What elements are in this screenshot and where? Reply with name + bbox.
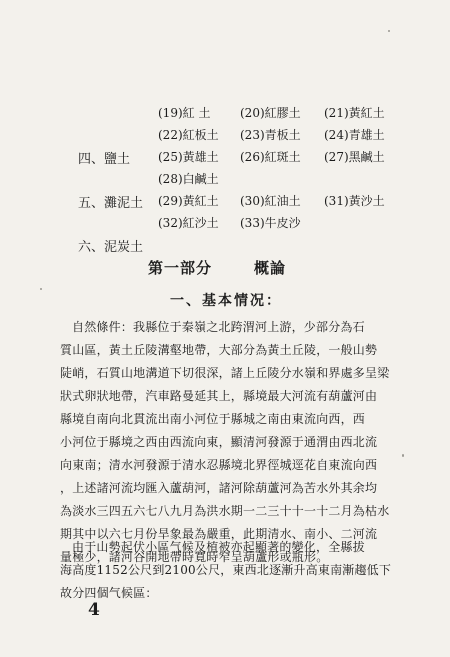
soil-row — [0, 126, 450, 148]
soil-row — [0, 214, 450, 236]
soil-item: (32)紅沙土 — [158, 216, 219, 230]
soil-item: (21)黃紅土 — [324, 106, 385, 120]
soil-category: 六、泥炭土 — [78, 240, 144, 255]
soil-item: (22)紅板土 — [158, 128, 219, 142]
soil-item: (26)紅斑土 — [240, 150, 301, 164]
text-line: 由于山勢起伏小區气候及植被亦起顯著的變化，全縣拔 — [72, 540, 365, 554]
soil-item: (20)紅膠土 — [240, 106, 301, 120]
text-line: 海高度1152公尺到2100公尺，東西北逐漸升高東南漸趨低下 — [60, 563, 392, 577]
soil-item: (29)黃紅土 — [158, 194, 219, 208]
paper-speck — [40, 288, 42, 290]
text-line: 縣境自南向北貫流出南小河位于縣城之南由東流向西，西 — [60, 412, 366, 426]
text-line: ，上述諸河流均匯入蘆葫河，諸河除葫蘆河為苦水外其余均 — [60, 481, 378, 495]
soil-row — [0, 170, 450, 192]
soil-row — [0, 104, 450, 126]
paragraph-natural-conditions — [60, 316, 420, 569]
text-line: 向東南；清水河發源于清水忍縣境北界徑城逕花自東流向西 — [60, 458, 378, 472]
paper-speck — [388, 30, 390, 32]
section-heading — [148, 257, 286, 278]
soil-row — [0, 236, 450, 258]
soil-item: (27)黑鹹土 — [324, 150, 385, 164]
heading-part: 第一部分 — [148, 259, 213, 277]
soil-item: (28)白鹹土 — [158, 172, 219, 186]
text-line: 故分四個气候區： — [60, 586, 158, 600]
subsection-heading: 一、基本情况： — [170, 293, 282, 309]
soil-row — [0, 192, 450, 214]
soil-item: (23)青板土 — [240, 128, 301, 142]
soil-item: (19)紅 土 — [158, 106, 211, 120]
soil-item: (31)黃沙土 — [324, 194, 385, 208]
text-line: 小河位于縣境之西由西流向東，顯清河發源于通渭由西北流 — [60, 435, 378, 449]
text-line: 陡峭，石質山地溝道下切很深，諸上丘陵分水嶺和界處多呈梁 — [60, 366, 390, 380]
text-line: 期其中以六七月份旱象最為嚴重，此期清水、南小、二河流 — [60, 527, 378, 541]
soil-item: (24)青雄土 — [324, 128, 385, 142]
soil-category: 四、鹽土 — [78, 152, 131, 167]
soil-row — [0, 148, 450, 170]
text-line: 量極少，諸河谷開地帶時寬時窄呈葫蘆形或瓶形。 — [60, 550, 329, 564]
soil-item: (25)黃雄土 — [158, 150, 219, 164]
soil-category: 五、灘泥土 — [78, 196, 144, 211]
page-number: 4 — [88, 600, 100, 620]
soil-item: (30)紅油土 — [240, 194, 301, 208]
text-line: 為淡水三四五六七八九月為洪水期一二三十十一十二月為枯水 — [60, 504, 390, 518]
text-line: 質山區，黃土丘陵溝壑地帶，大部分為黃土丘陵，一般山勢 — [60, 343, 378, 357]
text-line: 自然條件：我縣位于秦嶺之北跨渭河上游，少部分為石 — [72, 320, 365, 334]
text-line: 狀式卵狀地帶，汽車路曼延其上，縣境最大河流有葫蘆河由 — [60, 389, 378, 403]
soil-item: (33)牛皮沙 — [240, 216, 301, 230]
paper-speck — [402, 454, 404, 457]
heading-title: 概論 — [254, 259, 287, 277]
paragraph-climate — [60, 536, 420, 605]
